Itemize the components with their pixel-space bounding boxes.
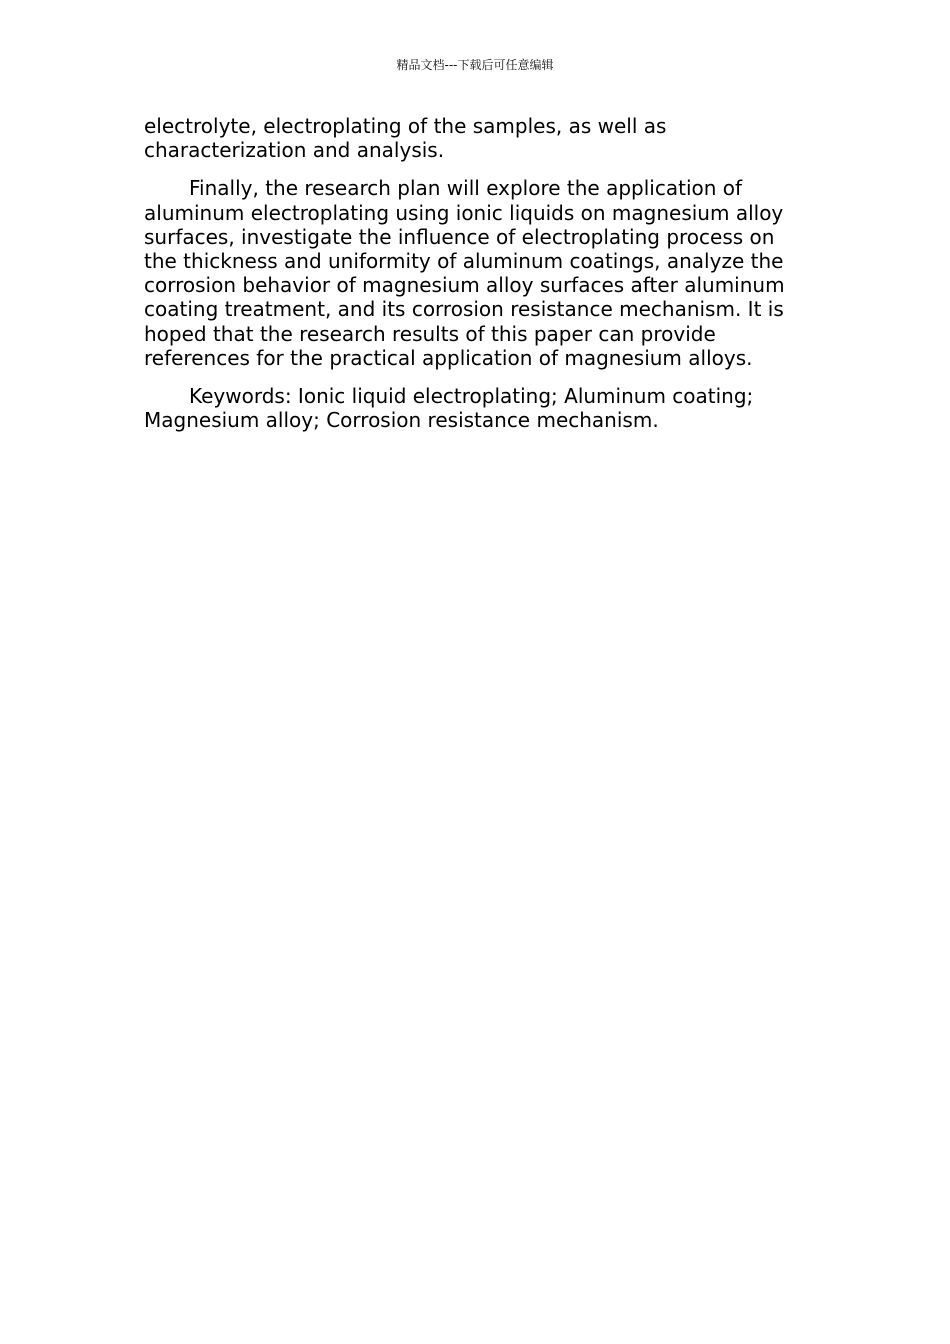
page-header: 精品文档---下载后可任意编辑 (396, 58, 554, 72)
paragraph-research-plan: Finally, the research plan will explore the application of aluminum electroplating using ionic liquids on magnesium alloy surfaces, investigate the influence of electroplating process on the thickness and uniformity of aluminum coatings, analyze the corrosion behavior of magnesium alloy surfaces after aluminum coating treatment, and its corrosion resistance mechanism. It is hoped that the research results of this paper can provide references for the practical application of magnesium alloys. (144, 176, 785, 370)
paragraph-continuation: electrolyte, electroplating of the samples, as well as characterization and analysis. (144, 114, 667, 163)
paragraph-keywords: Keywords: Ionic liquid electroplating; Aluminum coating; Magnesium alloy; Corrosion resistance mechanism. (144, 384, 754, 433)
document-body (144, 114, 808, 446)
